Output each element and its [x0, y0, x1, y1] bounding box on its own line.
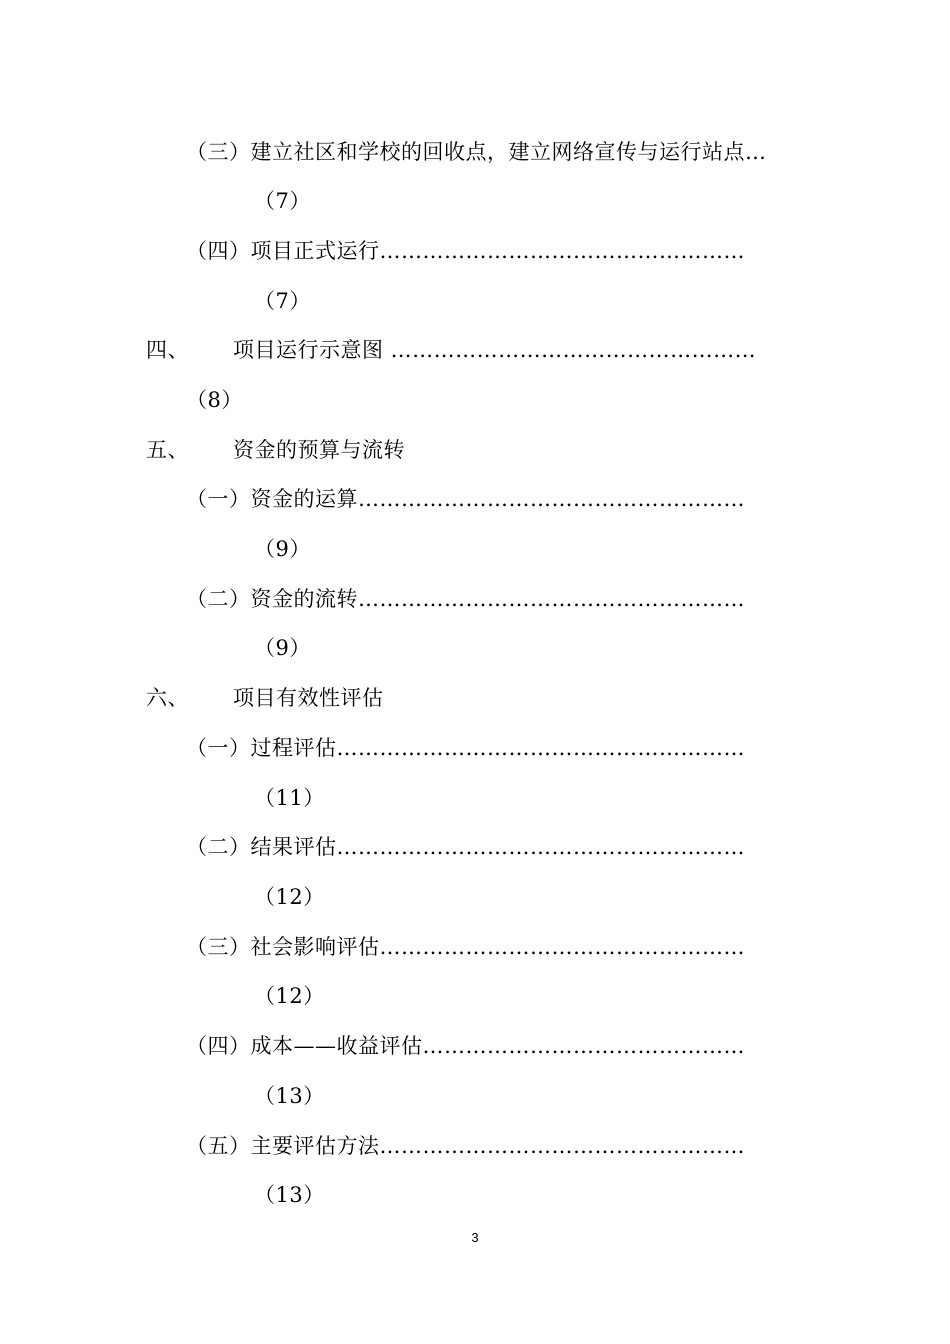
- toc-entry-title: （二）结果评估…………………………………………………: [186, 835, 745, 859]
- toc-entry-page: （12）: [254, 984, 325, 1008]
- toc-entry-page: （13）: [254, 1183, 325, 1207]
- toc-entry-title: （五）主要评估方法……………………………………………: [186, 1134, 745, 1158]
- toc-entry-title: （四）成本——收益评估………………………………………: [186, 1034, 745, 1058]
- toc-entry-title: （四）项目正式运行……………………………………………: [186, 239, 745, 263]
- page-number: 3: [471, 1230, 479, 1245]
- toc-section-heading: [146, 338, 756, 362]
- toc-entry-page: （9）: [254, 636, 311, 660]
- toc-entry-page: （7）: [254, 289, 311, 313]
- toc-section-title: 资金的预算与流转: [233, 438, 405, 462]
- toc-entry-page: （8）: [186, 388, 243, 412]
- toc-section-number: 四、: [146, 338, 189, 362]
- toc-section-heading: [146, 438, 405, 462]
- toc-entry-title: （三）社会影响评估……………………………………………: [186, 935, 745, 959]
- toc-entry-title: （一）资金的运算………………………………………………: [186, 487, 745, 511]
- toc-entry-page: （12）: [254, 885, 325, 909]
- toc-entry-page: （7）: [254, 189, 311, 213]
- toc-entry-title: （二）资金的流转………………………………………………: [186, 587, 745, 611]
- toc-entry-page: （11）: [254, 786, 325, 810]
- toc-section-title: 项目有效性评估: [233, 686, 384, 710]
- toc-section-number: 六、: [146, 686, 189, 710]
- toc-entry-page: （9）: [254, 537, 311, 561]
- toc-section-title: 项目运行示意图 ……………………………………………: [233, 338, 757, 362]
- toc-section-heading: [146, 686, 384, 710]
- toc-entry-title: （一）过程评估…………………………………………………: [186, 736, 745, 760]
- toc-entry-page: （13）: [254, 1084, 325, 1108]
- toc-entry-title: （三）建立社区和学校的回收点，建立网络宣传与运行站点…: [186, 140, 767, 164]
- toc-section-number: 五、: [146, 438, 189, 462]
